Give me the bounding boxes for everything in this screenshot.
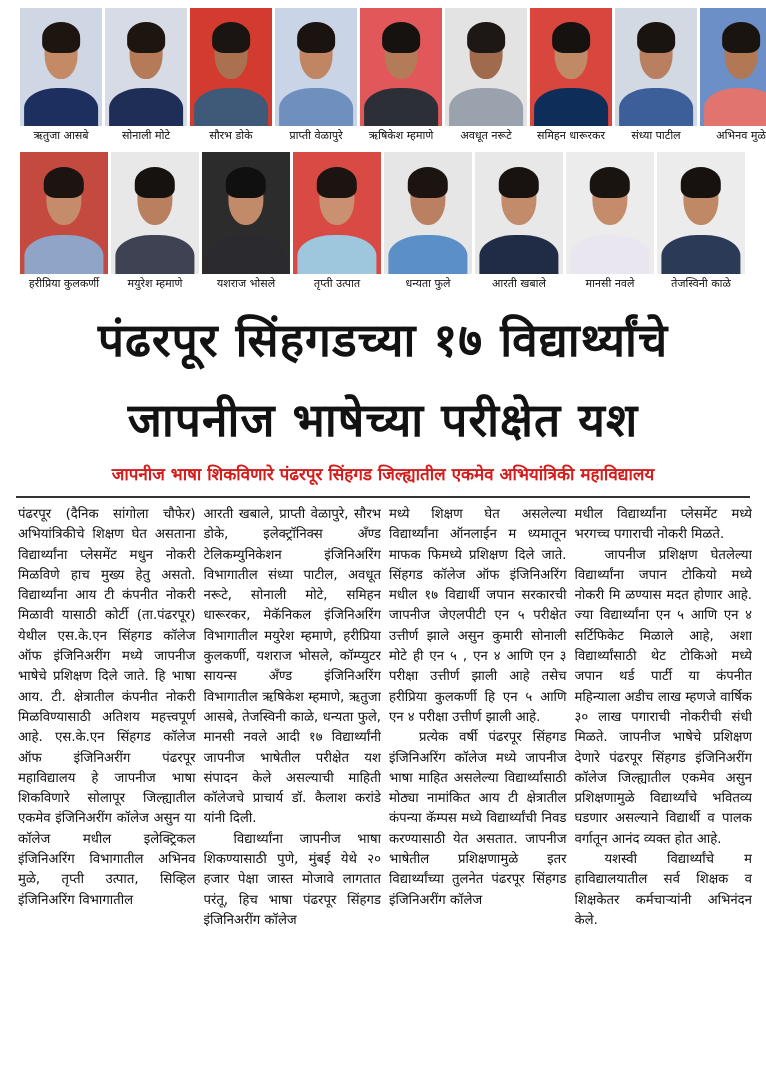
paragraph: मध्ये शिक्षण घेत असलेल्या विद्यार्थ्यांना ऑनलाईन म ध्यमातून माफक फिमध्ये प्रशिक्षण दिले जाते. सिंहगड कॉलेज ऑफ इंजिनिअरिंग मधील १७ विद्यार्थी जपान सरकारची जापनीज जेएलपीटी एन ५ परीक्षेत उत्तीर्ण झाले असुन कुमारी सोनाली मोटे ही एन ५ , एन ४ आणि एन ३ परीक्षा उत्तीर्ण झाली आहे तसेच हरीप्रिया कुलकर्णी हि एन ५ आणि एन ४ परीक्षा उत्तीर्ण झाली आहे. — [389, 507, 567, 725]
student-name: अभिनव मुळे — [716, 129, 766, 142]
student-card — [475, 152, 563, 291]
paragraph: जापनीज प्रशिक्षण घेतलेल्या विद्यार्थ्यांना जपान टोकियो मध्ये नोकरी मि ळण्यास मदत होणार आहे. ज्या विद्यार्थ्यांना एन ५ आणि एन ४ सर्टिफिकेट मिळाले आहे, अशा विद्यार्थ्यांसाठी थेट टोकिओ मध्ये जपान थर्ड पार्टी या कंपनीत महिन्याला अडीच लाख म्हणजे वार्षिक ३० लाख पगाराची नोकरीची संधी मिळते. जापनीज भाषेचे प्रशिक्षण देणारे पंढरपूर सिंहगड इंजिनिअरींग कॉलेज जिल्ह्यातील एकमेव असुन प्रशिक्षणामुळे विद्यार्थ्यांचे भवितव्य घडणार असल्याने विद्यार्थी व पालक वर्गातून आनंद व्यक्त होत आहे. — [574, 547, 752, 847]
student-photo — [700, 8, 766, 126]
student-card — [657, 152, 745, 291]
student-name: ऋषिकेश म्हमाणे — [368, 129, 434, 142]
student-photo — [275, 8, 357, 126]
article-column-1 — [18, 505, 196, 1075]
student-name: मयुरेश म्हमाणे — [127, 277, 183, 290]
article-body — [18, 505, 752, 1075]
student-card — [700, 8, 766, 143]
student-photo — [190, 8, 272, 126]
student-photo — [615, 8, 697, 126]
student-name: ऋतुजा आसबे — [33, 129, 89, 142]
student-card — [20, 152, 108, 291]
student-card — [566, 152, 654, 291]
headline-line-2: जापनीज भाषेच्या परीक्षेत यश — [127, 393, 639, 447]
student-photo — [111, 152, 199, 274]
article-column-4 — [575, 505, 753, 1075]
student-card — [615, 8, 697, 143]
article-column-3 — [389, 505, 567, 1075]
student-name: समिहन धारूरकर — [537, 129, 605, 142]
paragraph: आरती खबाले, प्राप्ती वेळापुरे, सौरभ डोके, इलेक्ट्रॉनिक्स अँण्ड टेलिकम्युनिकेशन इंजिनिअरिंग विभागातील संध्या पाटील, अवधूत नरूटे, सोनाली मोटे, समिहन धारूरकर, मेकॅनिकल इंजिनिअरिंग विभागातील मयुरेश म्हमाणे, हरीप्रिया कुलकर्णी, यशराज भोसले, कॉम्प्युटर सायन्स अँण्ड इंजिनिअरिंग विभागातील ऋषिकेश म्हमाणे, ऋतुजा आसबे, तेजस्विनी काळे, धन्यता फुले, मानसी नवले आदी १७ विद्यार्थ्यांनी जापनीज भाषेतील परीक्षेत यश संपादन केले असल्याची माहिती कॉलेजचे प्राचार्य डॉ. कैलाश करांडे यांनी दिली. — [203, 507, 381, 827]
student-name: तेजस्विनी काळे — [671, 277, 731, 290]
student-card — [445, 8, 527, 143]
student-name: तृप्ती उत्पात — [313, 277, 361, 290]
student-photo — [384, 152, 472, 274]
student-name: प्राप्ती वेळापुरे — [289, 129, 343, 142]
student-name: अवधूत नरूटे — [460, 129, 512, 142]
subheadline: जापनीज भाषा शिकविणारे पंढरपूर सिंहगड जिल्ह्यातील एकमेव अभियांत्रिकी महाविद्यालय — [111, 465, 655, 485]
student-photo — [293, 152, 381, 274]
student-photo — [657, 152, 745, 274]
student-photo — [202, 152, 290, 274]
student-name: मानसी नवले — [585, 277, 635, 290]
student-photos-row-1 — [20, 8, 766, 143]
student-photo — [566, 152, 654, 274]
student-photo — [475, 152, 563, 274]
student-card — [20, 8, 102, 143]
student-name: यशराज भोसले — [216, 277, 276, 290]
paragraph: मधील विद्यार्थ्यांना प्लेसमेंट मध्ये भरगच्च पगाराची नोकरी मिळते. — [574, 507, 752, 543]
student-card — [293, 152, 381, 291]
student-card — [275, 8, 357, 143]
paragraph: पंढरपूर (दैनिक सांगोला चौफेर) अभियांत्रिकीचे शिक्षण घेत असताना विद्यार्थ्यांना प्लेसमेंट मधुन नोकरी मिळविणे हाच मुख्य हेतु असतो. विद्यार्थ्यांना आय टी कंपनीत नोकरी मिळावी यासाठी कोर्टी (ता.पंढरपूर) येथील एस.के.एन सिंहगड कॉलेज ऑफ इंजिनिअरींग मध्ये जापनीज भाषेचे प्रशिक्षण दिले जाते. हि भाषा आय. टी. क्षेत्रातील कंपनीत नोकरी मिळविण्यासाठी अतिशय महत्त्वपूर्ण आहे. एस.के.एन सिंहगड कॉलेज ऑफ इंजिनिअरींग पंढरपूर महाविद्यालय हे जापनीज भाषा शिकविणारे सोलापूर जिल्ह्यातील एकमेव इंजिनिअरींग कॉलेज असुन या कॉलेज मधील इलेक्ट्रिकल इंजिनिअरिंग विभागातील अभिनव मुळे, तृप्ती उत्पात, सिव्हिल इंजिनिअरिंग विभागातील — [18, 507, 196, 908]
headline-line-1: पंढरपूर सिंहगडच्या १७ विद्यार्थ्यांचे — [97, 313, 669, 367]
student-photo — [445, 8, 527, 126]
student-card — [202, 152, 290, 291]
student-name: धन्यता फुले — [405, 277, 451, 290]
article-column-2 — [204, 505, 382, 1075]
student-card — [111, 152, 199, 291]
divider — [16, 496, 750, 498]
paragraph: यशस्वी विद्यार्थ्यांचे म हाविद्यालयातील सर्व शिक्षक व शिक्षकेतर कर्मचार्‍यांनी अभिनंदन केले. — [574, 852, 752, 928]
student-name: हरीप्रिया कुलकर्णी — [28, 277, 100, 290]
student-name: सौरभ डोके — [209, 129, 253, 142]
student-photo — [20, 8, 102, 126]
paragraph: विद्यार्थ्यांना जापनीज भाषा शिकण्यासाठी पुणे, मुंबई येथे २० हजार पेक्षा जास्त मोजावे लागतात परंतू, हिच भाषा पंढरपूर सिंहगड इंजिनिअरींग कॉलेज — [203, 831, 381, 928]
student-name: संध्या पाटील — [631, 129, 681, 142]
student-photos-row-2 — [20, 152, 745, 291]
student-photo — [530, 8, 612, 126]
student-photo — [20, 152, 108, 274]
student-name: सोनाली मोटे — [121, 129, 170, 142]
student-card — [384, 152, 472, 291]
student-photo — [105, 8, 187, 126]
student-card — [190, 8, 272, 143]
student-photo — [360, 8, 442, 126]
student-card — [530, 8, 612, 143]
student-name: आरती खबाले — [492, 277, 546, 290]
paragraph: प्रत्येक वर्षी पंढरपूर सिंहगड इंजिनिअरिंग कॉलेज मध्ये जापनीज भाषा माहित असलेल्या विद्यार्थ्यांसाठी मोठ्या नामांकित आय टी क्षेत्रातील कंपन्या कॅम्पस मध्ये विद्यार्थ्यांची निवड करण्यासाठी येत असतात. जापनीज भाषेतील प्रशिक्षणामुळे इतर विद्यार्थ्यांच्या तुलनेत पंढरपूर सिंहगड इंजिनिअरींग कॉलेज — [389, 730, 567, 908]
student-card — [360, 8, 442, 143]
student-card — [105, 8, 187, 143]
